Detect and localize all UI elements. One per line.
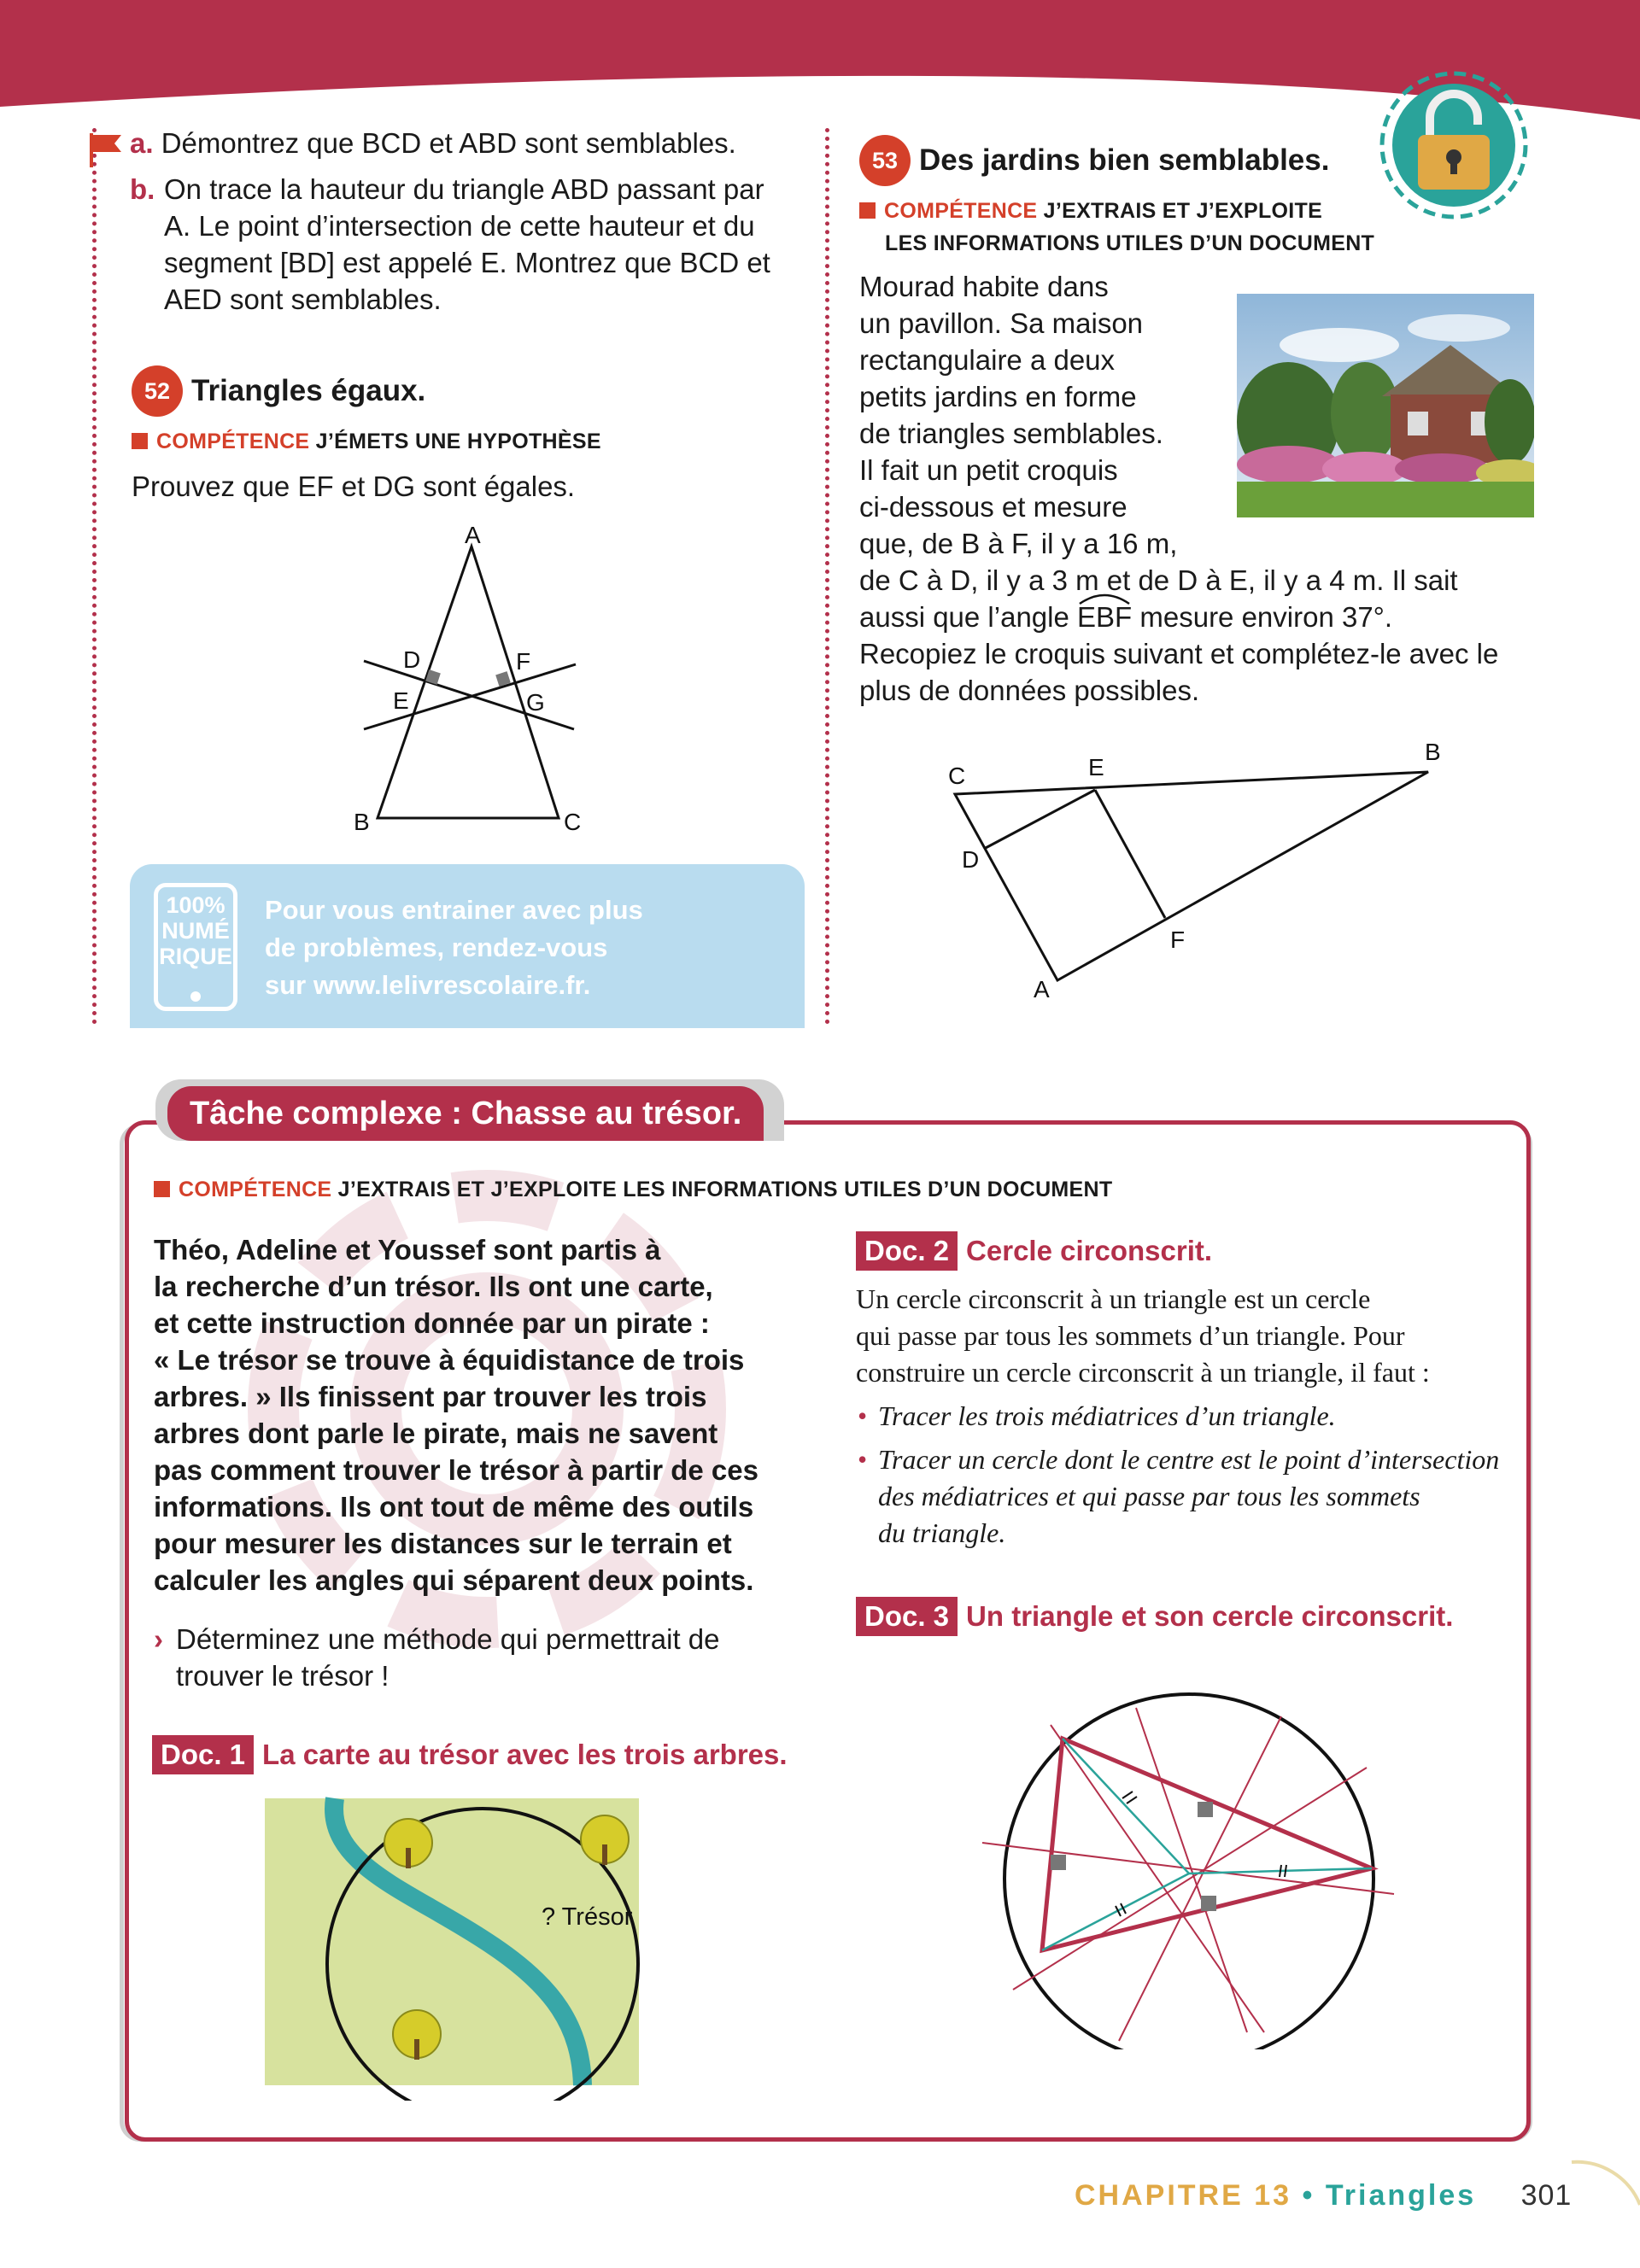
doc3-heading: Doc. 3 Un triangle et son cercle circonscrit. bbox=[856, 1597, 1453, 1636]
label-d: D bbox=[403, 646, 421, 673]
circumscribed-circle-figure bbox=[965, 1657, 1409, 2049]
label-e: E bbox=[1088, 754, 1104, 780]
house-photo bbox=[1237, 294, 1534, 517]
footer-arc bbox=[1563, 2154, 1640, 2268]
part-b-line: On trace la hauteur du triangle ABD passant par bbox=[164, 173, 764, 205]
treasure-map bbox=[265, 1797, 692, 2101]
treasure-label: ? Trésor bbox=[542, 1903, 633, 1931]
label-f: F bbox=[1170, 926, 1186, 953]
flag-icon bbox=[87, 130, 125, 167]
label-a: A bbox=[465, 522, 481, 548]
exercise-53-text: Mourad habite dans un pavillon. Sa maison rectangulaire a deux petits jardins en forme de triangles semblables. Il fait un petit croquis ci-dessous et mesure que, de B à F, il y a 16 m, de C à D, il y a 3 m et de D à E, il y a 4 m. Il sait aussi que l’angle EBF mesure environ 37°. Recopiez le croquis suivant et complétez-le avec le plus de données possibles. bbox=[859, 271, 1499, 706]
label-a: A bbox=[1034, 976, 1050, 1002]
lock-icon bbox=[1377, 68, 1531, 222]
label-c: C bbox=[948, 763, 966, 789]
exercise-51-a bbox=[130, 125, 813, 161]
label-b: B bbox=[1425, 739, 1441, 765]
exercise-53-title bbox=[859, 135, 1329, 186]
task-question: › Déterminez une méthode qui permettrait de trouver le trésor ! bbox=[154, 1621, 854, 1694]
page-number: 301 bbox=[1520, 2179, 1573, 2212]
label-f: F bbox=[516, 648, 531, 675]
doc1-heading: Doc. 1 La carte au trésor avec les trois arbres. bbox=[152, 1735, 788, 1774]
label-b: B bbox=[354, 809, 370, 835]
exercise-53-competence: COMPÉTENCE J’EXTRAIS ET J’EXPLOITE LES INFORMATIONS UTILES D’UN DOCUMENT bbox=[859, 195, 1374, 260]
footer bbox=[1075, 2179, 1572, 2212]
exercise-52-statement: Prouvez que EF et DG sont égales. bbox=[132, 471, 576, 502]
numeric-line: de problèmes, rendez-vous bbox=[265, 932, 608, 962]
tree-icon bbox=[581, 1815, 629, 1865]
tree-icon bbox=[384, 1819, 432, 1868]
task-intro: Théo, Adeline et Youssef sont partis à la recherche d’un trésor. Ils ont une carte, et cette instruction donnée par un pirate : « Le trésor se trouve à équidistance de trois arbres. » Ils finissent par trouver les trois arbres dont parle le pirate, mais ne savent pas comment trouver le trésor à partir de ces informations. Ils ont tout de même des outils pour mesurer les distances sur le terrain et calculer les angles qui séparent deux points. bbox=[154, 1234, 758, 1596]
part-b-line: A. Le point d’intersection de cette hauteur et du bbox=[164, 210, 755, 242]
part-a-letter: a. bbox=[130, 127, 154, 159]
label-d: D bbox=[962, 846, 980, 873]
chevron-right-icon: › bbox=[154, 1623, 163, 1655]
exercise-51-b bbox=[130, 171, 830, 318]
footer-topic: Triangles bbox=[1325, 2179, 1477, 2212]
phone-badge: 100% NUMÉ RIQUE bbox=[154, 883, 237, 1011]
exercise-52-title bbox=[132, 365, 425, 417]
label-e: E bbox=[393, 687, 409, 714]
exercise-53-number: 53 bbox=[859, 135, 911, 186]
exercise-52-competence: COMPÉTENCE J’ÉMETS UNE HYPOTHÈSE bbox=[132, 425, 601, 458]
label-g: G bbox=[526, 689, 545, 716]
tree-icon bbox=[393, 2010, 441, 2060]
part-b-line: segment [BD] est appelé E. Montrez que BCD et bbox=[164, 247, 770, 278]
doc1-tag: Doc. 1 bbox=[152, 1735, 254, 1774]
exercise-53-figure bbox=[940, 734, 1461, 1008]
part-b-line: AED sont semblables. bbox=[164, 284, 442, 315]
label-c: C bbox=[564, 809, 582, 835]
part-a-text: Démontrez que BCD et ABD sont semblables. bbox=[161, 127, 736, 159]
doc2-heading: Doc. 2 Cercle circonscrit. bbox=[856, 1231, 1212, 1271]
footer-bullet: • bbox=[1302, 2179, 1315, 2212]
doc2-tag: Doc. 2 bbox=[856, 1231, 958, 1271]
footer-chapter: CHAPITRE 13 bbox=[1075, 2179, 1292, 2212]
angle-ebf: EBF bbox=[1077, 601, 1133, 633]
exercise-52-number: 52 bbox=[132, 365, 183, 417]
doc2-text: Un cercle circonscrit à un triangle est un cercle qui passe par tous les sommets d’un triangle. Pour construire un cercle circonscrit à un triangle, il faut : • Tracer les trois médiatrices d’un triangle. • Tracer un cercle dont le centre est le point d’intersection des médiatrices et qui passe par tous les sommets du triangle. bbox=[856, 1283, 1500, 1548]
part-b-letter: b. bbox=[130, 173, 155, 205]
numeric-line: Pour vous entrainer avec plus bbox=[265, 895, 643, 925]
numeric-resources-box bbox=[130, 864, 805, 1028]
task-competence: COMPÉTENCE J’EXTRAIS ET J’EXPLOITE LES INFORMATIONS UTILES D’UN DOCUMENT bbox=[154, 1173, 1112, 1206]
left-margin-dots bbox=[92, 128, 97, 1025]
task-header: Tâche complexe : Chasse au trésor. bbox=[167, 1086, 764, 1141]
numeric-link[interactable]: sur www.lelivrescolaire.fr. bbox=[265, 970, 591, 1000]
doc3-tag: Doc. 3 bbox=[856, 1597, 958, 1636]
exercise-52-figure bbox=[342, 512, 624, 845]
exercise-53-title-text: Des jardins bien semblables. bbox=[919, 143, 1330, 177]
exercise-52-title-text: Triangles égaux. bbox=[191, 374, 426, 407]
